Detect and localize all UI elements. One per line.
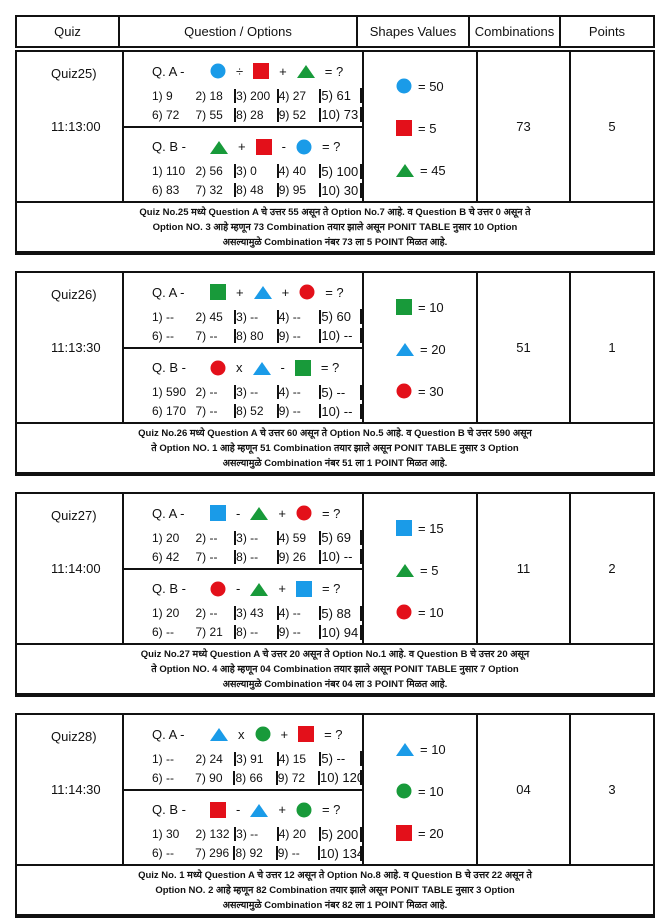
- note-line: Quiz No.27 मध्ये Question A चे उत्तर 20 असून ते Option No.1 आहे. व Question B चे उत्तर 20 असून: [140, 648, 530, 660]
- operator: x: [236, 360, 243, 375]
- shape-value-row: [396, 78, 444, 94]
- note-line: Quiz No. 1 मध्ये Question A चे उत्तर 12 असून ते Option No.8 आहे. व Question B चे उत्तर 22 असून ते: [138, 869, 532, 881]
- option-line: [152, 383, 362, 402]
- shape-value-text: = 10: [418, 299, 444, 315]
- option-line: [152, 181, 362, 200]
- question-b-options: [152, 162, 362, 200]
- option-item: 7) --: [196, 404, 237, 418]
- shape-value-text: = 45: [420, 162, 446, 178]
- red-square-icon: [210, 802, 226, 818]
- option-item: 9) --: [279, 404, 322, 418]
- option-item: 2) 56: [196, 164, 237, 178]
- question-label: Q. B -: [152, 581, 186, 596]
- option-item: 6) --: [152, 328, 174, 343]
- quiz-time: 11:13:00: [51, 119, 101, 134]
- header-combinations: Combinations: [469, 16, 560, 47]
- option-line: [152, 825, 362, 844]
- combination-cell: [478, 494, 571, 643]
- header-question: Question / Options: [119, 16, 357, 47]
- option-item: 2) --: [196, 531, 237, 545]
- green-triangle-icon: [250, 581, 268, 597]
- shape-value-text: = 5: [420, 562, 439, 578]
- option-item: 8) 28: [236, 108, 279, 122]
- option-item: 2) 45: [196, 310, 237, 324]
- question-cell: [124, 52, 364, 201]
- question-label: Q. A -: [152, 284, 185, 300]
- shape-value-text: = 50: [418, 78, 444, 94]
- section-gap: [15, 476, 655, 490]
- operator: -: [236, 581, 241, 596]
- option-item: 8) 80: [236, 329, 279, 343]
- combination-value: 11: [516, 561, 531, 576]
- explanation-note: [17, 203, 653, 253]
- shape-value-row: [396, 120, 436, 136]
- operator: = ?: [321, 802, 341, 817]
- option-item: 3) --: [236, 310, 279, 324]
- option-item: 8) 48: [236, 183, 279, 197]
- option-item: 7) 55: [196, 108, 237, 122]
- shape-value-row: [396, 383, 444, 399]
- shape-value-text: = 10: [418, 604, 444, 620]
- shape-value-row: [396, 299, 444, 315]
- red-square-icon: [396, 120, 412, 136]
- option-item: 5) 61: [321, 88, 362, 103]
- option-item: 4) 20: [279, 827, 322, 841]
- option-item: 3) 0: [236, 164, 279, 178]
- option-item: 10) 134: [320, 845, 365, 861]
- quiz-info-cell: [17, 52, 124, 201]
- shape-value-text: = 20: [420, 341, 446, 357]
- option-item: 5) --: [321, 751, 362, 766]
- option-line: [152, 768, 365, 787]
- option-line: [152, 604, 362, 623]
- question-a-options: [152, 528, 362, 566]
- points-cell: [571, 494, 653, 643]
- blue-triangle-icon: [250, 802, 268, 818]
- option-item: 10) 94: [321, 625, 362, 640]
- green-circle-icon: [296, 802, 312, 818]
- option-line: [152, 547, 362, 566]
- green-circle-icon: [255, 726, 271, 742]
- option-item: 2) --: [196, 606, 237, 620]
- blue-square-icon: [296, 581, 312, 597]
- option-item: 3) 200: [236, 89, 279, 103]
- question-a-equation: [152, 62, 343, 80]
- option-item: 4) 59: [279, 531, 322, 545]
- question-label: Q. A -: [152, 505, 185, 521]
- question-label: Q. B -: [152, 360, 186, 375]
- shape-value-text: = 30: [418, 383, 444, 399]
- option-item: 6) --: [152, 770, 174, 785]
- shape-value-row: [396, 562, 438, 578]
- option-item: 6) 42: [152, 549, 180, 564]
- operator: -: [236, 802, 241, 817]
- shape-value-row: [396, 741, 446, 757]
- option-line: [152, 307, 362, 326]
- option-item: 10) 120: [320, 770, 365, 785]
- operator: -: [280, 360, 285, 375]
- option-item: 3) --: [236, 827, 279, 841]
- points-cell: [571, 52, 653, 201]
- points-cell: [571, 273, 653, 422]
- shape-value-text: = 20: [418, 825, 444, 841]
- green-triangle-icon: [396, 562, 414, 578]
- shape-value-text: = 10: [420, 741, 446, 757]
- blue-triangle-icon: [253, 360, 271, 376]
- option-item: 9) 95: [279, 183, 322, 197]
- shape-value-row: [396, 604, 444, 620]
- note-line: असल्यामुळे Combination नंबर 51 ला 1 POINT मिळत आहे.: [222, 457, 448, 469]
- question-label: Q. A -: [152, 726, 185, 742]
- option-item: 4) 15: [279, 752, 322, 766]
- shape-value-row: [396, 825, 444, 841]
- operator: +: [279, 63, 287, 79]
- shape-values-cell: [364, 715, 478, 864]
- operator: = ?: [324, 63, 344, 79]
- green-square-icon: [210, 284, 226, 300]
- shape-values-cell: [364, 52, 478, 201]
- option-item: 5) 100: [321, 164, 362, 179]
- operator: = ?: [321, 581, 341, 596]
- question-b-equation: [152, 138, 340, 156]
- question-a-options: [152, 749, 365, 787]
- option-line: [152, 844, 365, 863]
- option-item: 1) 20: [152, 530, 180, 545]
- operator: -: [281, 139, 286, 154]
- question-a: [124, 494, 362, 568]
- explanation-note: [17, 424, 653, 474]
- option-item: 4) 27: [279, 89, 322, 103]
- option-item: 7) --: [196, 550, 237, 564]
- operator: = ?: [324, 726, 343, 742]
- option-line: [152, 162, 362, 181]
- option-item: 2) --: [196, 385, 237, 399]
- combination-value: 51: [516, 340, 531, 355]
- points-value: 5: [608, 119, 616, 134]
- question-b: [124, 126, 362, 202]
- operator: = ?: [321, 505, 341, 521]
- blue-triangle-icon: [396, 741, 414, 757]
- operator: +: [278, 505, 286, 521]
- red-square-icon: [253, 63, 269, 79]
- option-line: [152, 86, 362, 105]
- option-item: 6) 72: [152, 107, 180, 122]
- option-line: [152, 749, 362, 768]
- red-circle-icon: [396, 383, 412, 399]
- combination-value: 04: [516, 782, 531, 797]
- option-item: 8) 92: [235, 846, 277, 860]
- question-a: [124, 52, 362, 126]
- option-item: 9) --: [278, 846, 320, 860]
- green-square-icon: [396, 299, 412, 315]
- option-line: [152, 623, 362, 642]
- quiz-label: Quiz28): [51, 729, 97, 744]
- option-item: 7) --: [196, 329, 237, 343]
- combination-value: 73: [516, 119, 531, 134]
- option-item: 1) 20: [152, 606, 180, 620]
- quiz-label: Quiz27): [51, 508, 97, 523]
- quiz-sheet: [15, 15, 655, 918]
- explanation-note: [17, 866, 653, 916]
- green-triangle-icon: [396, 162, 414, 178]
- option-line: [152, 105, 362, 124]
- shape-value-row: [396, 162, 446, 178]
- green-square-icon: [295, 360, 311, 376]
- red-circle-icon: [296, 505, 312, 521]
- shape-value-text: = 15: [418, 520, 444, 536]
- option-item: 3) --: [236, 531, 279, 545]
- option-item: 2) 18: [196, 89, 237, 103]
- operator: = ?: [321, 139, 341, 154]
- option-item: 7) 21: [196, 625, 237, 639]
- option-line: [152, 528, 362, 547]
- option-item: 10) 73: [321, 107, 362, 122]
- green-triangle-icon: [250, 505, 268, 521]
- option-item: 9) --: [279, 625, 322, 639]
- option-item: 10) --: [321, 404, 362, 419]
- option-item: 3) 43: [236, 606, 279, 620]
- operator: +: [280, 726, 289, 742]
- question-a-options: [152, 86, 362, 124]
- question-a: [124, 715, 365, 789]
- option-item: 6) --: [152, 846, 174, 860]
- quiz-time: 11:13:30: [51, 340, 101, 355]
- question-cell: [124, 273, 364, 422]
- points-cell: [571, 715, 653, 864]
- green-circle-icon: [396, 783, 412, 799]
- option-item: 9) 52: [279, 108, 322, 122]
- question-b-options: [152, 825, 365, 863]
- shape-value-text: = 5: [418, 120, 437, 136]
- option-item: 4) --: [279, 385, 322, 399]
- operator: +: [278, 802, 286, 817]
- option-item: 8) --: [236, 550, 279, 564]
- option-item: 10) --: [321, 549, 362, 564]
- option-item: 6) 170: [152, 404, 187, 418]
- blue-triangle-icon: [254, 284, 272, 300]
- option-item: 2) 24: [196, 752, 237, 766]
- quiz-block: [15, 492, 655, 697]
- quiz-time: 11:14:30: [51, 782, 101, 797]
- option-item: 1) --: [152, 309, 174, 324]
- question-a-equation: [152, 283, 344, 301]
- question-a: [124, 273, 362, 347]
- option-item: 2) 132: [196, 827, 237, 841]
- header-shapes: Shapes Values: [357, 16, 469, 47]
- question-b-equation: [152, 801, 340, 819]
- question-label: Q. A -: [152, 63, 185, 79]
- operator: +: [236, 284, 244, 300]
- quiz-row: [17, 715, 653, 866]
- note-line: ते Option NO. 1 आहे म्हणून 51 Combination तयार झाले असून PONIT TABLE नुसार 3 Option: [151, 442, 519, 454]
- option-item: 1) 9: [152, 88, 173, 103]
- points-value: 2: [608, 561, 616, 576]
- option-item: 3) 91: [236, 752, 279, 766]
- quiz-label: Quiz25): [51, 66, 97, 81]
- option-item: 5) --: [321, 385, 362, 400]
- option-item: 5) 60: [321, 309, 362, 324]
- points-value: 1: [608, 340, 616, 355]
- note-line: असल्यामुळे Combination नंबर 04 ला 3 POINT मिळत आहे.: [222, 678, 448, 690]
- operator: x: [238, 726, 245, 742]
- quiz-block: [15, 50, 655, 255]
- blue-square-icon: [396, 520, 412, 536]
- red-circle-icon: [210, 360, 226, 376]
- blue-triangle-icon: [396, 341, 414, 357]
- option-item: 1) 590: [152, 385, 187, 399]
- question-cell: [124, 494, 364, 643]
- option-item: 5) 88: [321, 606, 362, 621]
- header-points: Points: [560, 16, 654, 47]
- option-item: 8) 66: [235, 771, 277, 785]
- red-square-icon: [256, 139, 272, 155]
- question-a-equation: [152, 504, 340, 522]
- quiz-info-cell: [17, 273, 124, 422]
- question-b-options: [152, 383, 362, 421]
- blue-circle-icon: [396, 78, 412, 94]
- red-square-icon: [396, 825, 412, 841]
- option-item: 5) 69: [321, 530, 362, 545]
- question-b: [124, 347, 362, 423]
- quiz-row: [17, 52, 653, 203]
- blue-triangle-icon: [210, 726, 228, 742]
- points-value: 3: [608, 782, 616, 797]
- option-item: 8) --: [236, 625, 279, 639]
- red-square-icon: [298, 726, 314, 742]
- option-item: 6) --: [152, 625, 174, 639]
- question-b: [124, 568, 362, 644]
- note-line: असल्यामुळे Combination नंबर 73 ला 5 POINT मिळत आहे.: [222, 236, 448, 248]
- option-item: 9) 26: [279, 550, 322, 564]
- shape-values-cell: [364, 273, 478, 422]
- question-b-options: [152, 604, 362, 642]
- quiz-row: [17, 273, 653, 424]
- shape-value-row: [396, 341, 446, 357]
- option-item: 4) --: [279, 606, 322, 620]
- option-item: 5) 200: [321, 827, 362, 842]
- quiz-block: [15, 713, 655, 918]
- combination-cell: [478, 273, 571, 422]
- operator: +: [238, 139, 246, 154]
- blue-circle-icon: [210, 63, 226, 79]
- shape-value-row: [396, 520, 444, 536]
- note-line: Quiz No.26 मध्ये Question A चे उत्तर 60 असून ते Option No.5 आहे. व Question B चे उत्तर 590 असून: [138, 427, 532, 439]
- option-line: [152, 402, 362, 421]
- shape-value-row: [396, 783, 444, 799]
- green-triangle-icon: [297, 63, 315, 79]
- operator: = ?: [320, 360, 340, 375]
- option-item: 7) 32: [196, 183, 237, 197]
- red-circle-icon: [299, 284, 315, 300]
- option-item: 3) --: [236, 385, 279, 399]
- question-a-equation: [152, 725, 343, 743]
- section-gap: [15, 255, 655, 269]
- operator: = ?: [325, 284, 344, 300]
- blue-square-icon: [210, 505, 226, 521]
- header-quiz: Quiz: [16, 16, 119, 47]
- option-item: 10) --: [321, 328, 362, 343]
- option-item: 1) 30: [152, 827, 180, 841]
- quiz-block: [15, 271, 655, 476]
- note-line: ते Option NO. 4 आहे म्हणून 04 Combination तयार झाले असून PONIT TABLE नुसार 7 Option: [151, 663, 519, 675]
- note-line: Quiz No.25 मध्ये Question A चे उत्तर 55 असून ते Option No.7 आहे. व Question B चे उत्तर 0 असून ते: [139, 206, 531, 218]
- option-item: 7) 90: [195, 771, 235, 785]
- quiz-time: 11:14:00: [51, 561, 101, 576]
- option-item: 10) 30: [321, 183, 362, 198]
- shape-values-cell: [364, 494, 478, 643]
- blue-circle-icon: [296, 139, 312, 155]
- question-b-equation: [152, 359, 339, 377]
- quiz-info-cell: [17, 494, 124, 643]
- green-triangle-icon: [210, 139, 228, 155]
- option-item: 1) 110: [152, 164, 186, 178]
- section-gap: [15, 697, 655, 711]
- operator: +: [278, 581, 286, 596]
- option-line: [152, 326, 362, 345]
- question-b-equation: [152, 580, 340, 598]
- option-item: 4) 40: [279, 164, 322, 178]
- header-row: [15, 15, 655, 48]
- shape-value-text: = 10: [418, 783, 444, 799]
- note-line: असल्यामुळे Combination नंबर 82 ला 1 POINT मिळत आहे.: [222, 899, 448, 911]
- question-b: [124, 789, 365, 865]
- explanation-note: [17, 645, 653, 695]
- combination-cell: [478, 715, 571, 864]
- combination-cell: [478, 52, 571, 201]
- red-circle-icon: [396, 604, 412, 620]
- option-item: 4) --: [279, 310, 322, 324]
- option-item: 8) 52: [236, 404, 279, 418]
- option-item: 9) --: [279, 329, 322, 343]
- question-label: Q. B -: [152, 802, 186, 817]
- option-item: 1) --: [152, 751, 174, 766]
- note-line: Option NO. 2 आहे म्हणून 82 Combination तयार झाले असून PONIT TABLE नुसार 3 Option: [155, 884, 515, 896]
- operator: ÷: [236, 63, 244, 79]
- red-circle-icon: [210, 581, 226, 597]
- note-line: Option NO. 3 आहे म्हणून 73 Combination तयार झाले असून PONIT TABLE नुसार 10 Option: [152, 221, 518, 233]
- quiz-label: Quiz26): [51, 287, 97, 302]
- question-label: Q. B -: [152, 139, 186, 154]
- quiz-row: [17, 494, 653, 645]
- option-item: 9) 72: [278, 771, 320, 785]
- operator: -: [236, 505, 241, 521]
- option-item: 7) 296: [195, 846, 235, 860]
- question-a-options: [152, 307, 362, 345]
- question-cell: [124, 715, 364, 864]
- quiz-info-cell: [17, 715, 124, 864]
- operator: +: [281, 284, 290, 300]
- option-item: 6) 83: [152, 183, 180, 197]
